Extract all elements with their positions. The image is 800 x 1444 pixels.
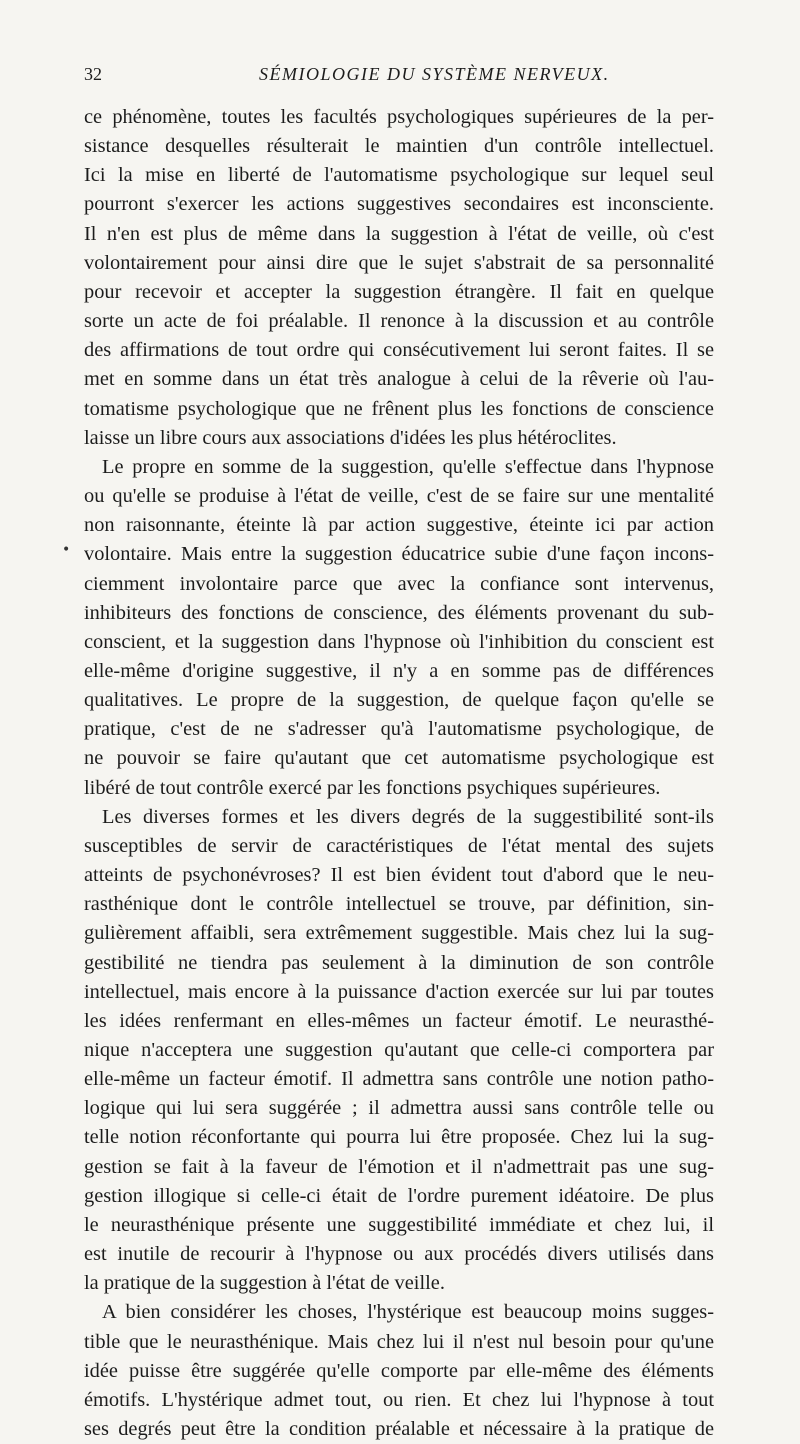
page-header [84, 64, 714, 94]
text-line: sorte un acte de foi préalable. Il renonce à la discussion et au contrôle [84, 310, 714, 333]
text-line: intellectuel, mais encore à la puissance d'action exercée sur lui par toutes [84, 980, 714, 1003]
text-line: logique qui lui sera suggérée ; il admettra aussi sans contrôle telle ou [84, 1097, 714, 1120]
text-line: sistance desquelles résulterait le maintien d'un contrôle intellectuel. [84, 135, 714, 158]
text-line: le neurasthénique présente une suggestibilité immédiate et chez lui, il [84, 1213, 714, 1236]
running-title: SÉMIOLOGIE DU SYSTÈME NERVEUX. [259, 64, 610, 84]
text-line: susceptibles de servir de caractéristiques de l'état mental des sujets [84, 834, 714, 857]
text-line: atteints de psychonévroses? Il est bien évident tout d'abord que le neu- [84, 864, 714, 887]
text-line: ses degrés peut être la condition préalable et nécessaire à la pratique de [84, 1418, 714, 1441]
text-line: Il n'en est plus de même dans la suggestion à l'état de veille, où c'est [84, 222, 714, 245]
text-line: elle-même d'origine suggestive, il n'y a en somme pas de différences [84, 659, 714, 682]
text-line: Le propre en somme de la suggestion, qu'elle s'effectue dans l'hypnose [102, 455, 714, 478]
text-line: gulièrement affaibli, sera extrêmement suggestible. Mais chez lui la sug- [84, 922, 714, 945]
text-line: Ici la mise en liberté de l'automatisme psychologique sur lequel seul [84, 164, 714, 187]
text-line: laisse un libre cours aux associations d'idées les plus hétéroclites. [84, 426, 617, 449]
text-line: met en somme dans un état très analogue à celui de la rêverie où l'au- [84, 368, 714, 391]
text-line: ciemment involontaire parce que avec la confiance sont intervenus, [84, 572, 714, 595]
text-line: ou qu'elle se produise à l'état de veille, c'est de se faire sur une mentalité [84, 485, 714, 508]
text-line: la pratique de la suggestion à l'état de veille. [84, 1272, 445, 1295]
text-line: telle notion réconfortante qui pourra lui être proposée. Chez lui la sug- [84, 1126, 714, 1149]
text-line: pourront s'exercer les actions suggestives secondaires est inconsciente. [84, 193, 714, 216]
text-line: gestion illogique si celle-ci était de l'ordre purement idéatoire. De plus [84, 1184, 714, 1207]
text-line: idée puisse être suggérée qu'elle comporte par elle-même des éléments [84, 1359, 714, 1382]
text-line: ce phénomène, toutes les facultés psychologiques supérieures de la per- [84, 106, 714, 128]
text-line: pour recevoir et accepter la suggestion étrangère. Il fait en quelque [84, 280, 714, 303]
text-line: elle-même un facteur émotif. Il admettra sans contrôle une notion patho- [84, 1068, 714, 1091]
text-line: gestibilité ne tiendra pas seulement à la diminution de son contrôle [84, 951, 714, 974]
text-line: volontaire. Mais entre la suggestion éducatrice subie d'une façon incons- [84, 543, 714, 566]
margin-dot: • [62, 542, 71, 558]
text-line: ne pouvoir se faire qu'autant que cet automatisme psychologique est [84, 747, 714, 770]
text-line: non raisonnante, éteinte là par action suggestive, éteinte ici par action [84, 514, 714, 537]
text-line: qualitatives. Le propre de la suggestion, de quelque façon qu'elle se [84, 689, 714, 712]
text-line: A bien considérer les choses, l'hystérique est beaucoup moins sugges- [102, 1301, 714, 1324]
text-line: est inutile de recourir à l'hypnose ou aux procédés divers utilisés dans [84, 1243, 714, 1266]
text-line: les idées renfermant en elles-mêmes un facteur émotif. Le neurasthé- [84, 1009, 714, 1032]
text-line: gestion se fait à la faveur de l'émotion et il n'admettrait pas une sug- [84, 1155, 714, 1178]
text-line: Les diverses formes et les divers degrés de la suggestibilité sont-ils [102, 805, 714, 828]
page-number: 32 [84, 64, 102, 84]
body-text [84, 103, 714, 1444]
text-line: volontairement pour ainsi dire que le sujet s'abstrait de sa personnalité [84, 251, 714, 274]
text-line: rasthénique dont le contrôle intellectuel se trouve, par définition, sin- [84, 893, 714, 916]
text-line: des affirmations de tout ordre qui consécutivement lui seront faites. Il se [84, 339, 714, 362]
text-line: tomatisme psychologique que ne frênent plus les fonctions de conscience [84, 397, 714, 420]
text-line: pratique, c'est de ne s'adresser qu'à l'automatisme psychologique, de [84, 718, 714, 741]
text-line: inhibiteurs des fonctions de conscience, des éléments provenant du sub- [84, 601, 714, 624]
text-line: nique n'acceptera une suggestion qu'autant que celle-ci comportera par [84, 1039, 714, 1061]
text-line: tible que le neurasthénique. Mais chez lui il n'est nul besoin pour qu'une [84, 1330, 714, 1353]
text-line: conscient, et la suggestion dans l'hypnose où l'inhibition du conscient est [84, 630, 714, 653]
text-line: émotifs. L'hystérique admet tout, ou rien. Et chez lui l'hypnose à tout [84, 1388, 714, 1411]
text-line: libéré de tout contrôle exercé par les fonctions psychiques supérieures. [84, 776, 661, 799]
